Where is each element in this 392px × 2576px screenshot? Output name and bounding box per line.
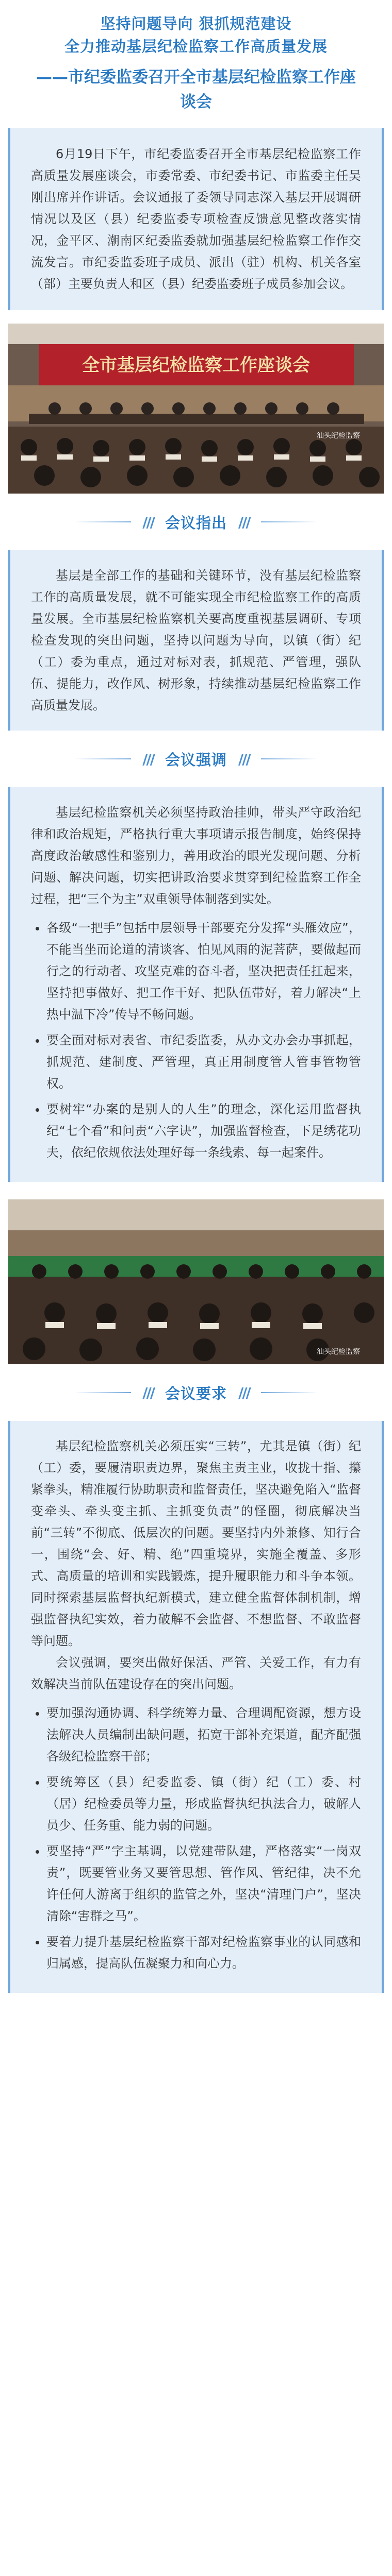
heading-line-right xyxy=(261,758,318,759)
bullet-list xyxy=(31,1702,361,1974)
section-heading-3 xyxy=(0,1364,392,1421)
heading-line-right xyxy=(261,1392,318,1393)
section-box-3 xyxy=(8,1421,384,1993)
meeting-photo-1 xyxy=(8,324,384,494)
section-paragraph: 基层纪检监察机关必须坚持政治挂帅，带头严守政治纪律和政治规矩，严格执行重大事项请示报告制度，始终保持高度政治敏感性和鉴别力，善用政治的眼光发现问题、分析问题、解决问题，切实把讲政治要求贯穿到纪检监察工作全过程，把“三个为主”双重领导体制落到实处。 xyxy=(31,805,361,906)
section-title-2: 会议强调 xyxy=(165,751,227,769)
list-item: • 要着力提升基层纪检监察干部对纪检监察事业的认同感和归属感，提高队伍凝聚力和向心力。 xyxy=(46,1931,361,1974)
slash-icon: /// xyxy=(238,513,250,531)
slash-icon: /// xyxy=(142,513,154,531)
section-box-1 xyxy=(8,550,384,731)
section-paragraph: 基层是全部工作的基础和关键环节，没有基层纪检监察工作的高质量发展，就不可能实现全市纪检监察工作的高质量发展。全市基层纪检监察机关要高度重视基层调研、专项检查发现的突出问题，坚持以问题为导向，以镇（街）纪（工）委为重点，通过对标对表，抓规范、严管理，强队伍、提能力，改作风、树形象，持续推动基层纪检监察工作高质量发展。 xyxy=(31,568,361,713)
list-item: • 要统筹区（县）纪委监委、镇（街）纪（工）委、村（居）纪检委员等力量，形成监督执纪执法合力，破解人员少、任务重、能力弱的问题。 xyxy=(46,1771,361,1836)
bullet-list xyxy=(31,917,361,1163)
meeting-photo-2 xyxy=(8,1199,384,1364)
meeting-hall-illustration xyxy=(8,324,384,494)
section-paragraph: 基层纪检监察机关必须压实“三转”，尤其是镇（街）纪（工）委，要履清职责边界，聚焦主责主业，收拢十指、攥紧拳头，精准履行协助职责和监督责任，坚决避免陷入“监督变牵头、牵头变主抓、主抓变负责”的怪圈，彻底解决当前“三转”不彻底、低层次的问题。要坚持内外兼修、知行合一，围绕“会、好、精、绝”四重境界，实施全覆盖、多形式、高质量的培训和实践锻炼，提升履职能力和斗争本领。同时探索基层监督执纪新模式，建立健全监督体制机制，增强监督执纪实效，着力破解不会监督、不想监督、不敢监督等问题。 xyxy=(31,1439,361,1648)
banner-text: 全市基层纪检监察工作座谈会 xyxy=(82,355,310,376)
list-item: • 各级“一把手”包括中层领导干部要充分发挥“头雁效应”，不能当坐而论道的清谈客、怕见风雨的泥菩萨，要做起而行之的行动者、攻坚克难的奋斗者，坚决把责任扛起来，坚持把事做好、把工作干好、把队伍带好，着力解决“上热中温下冷”传导不畅问题。 xyxy=(46,917,361,1025)
meeting-room-illustration xyxy=(8,1199,384,1364)
heading-line-left xyxy=(74,1392,131,1393)
list-item: • 要坚持“严”字主基调，以党建带队建，严格落实“一岗双责”，既要管业务又要管思想、管作风、管纪律，决不允许任何人游离于组织的监管之外，坚决“清理门户”，坚决清除“害群之马”。 xyxy=(46,1840,361,1927)
slash-icon: /// xyxy=(238,750,250,768)
heading-line-right xyxy=(261,521,318,522)
list-item: • 要加强沟通协调、科学统筹力量、合理调配资源，想方设法解决人员编制出缺问题，拓宽干部补充渠道，配齐配强各级纪检监察干部； xyxy=(46,1702,361,1767)
section-title-3: 会议要求 xyxy=(165,1384,227,1402)
intro-box xyxy=(8,128,384,310)
heading-line-left xyxy=(74,521,131,522)
slash-icon: /// xyxy=(142,750,154,768)
section-title-1: 会议指出 xyxy=(165,514,227,532)
slash-icon: /// xyxy=(238,1384,250,1401)
subtitle-line-1: ——市纪委监委召开全市基层纪检监察工作座 xyxy=(36,68,356,87)
slash-icon: /// xyxy=(142,1384,154,1401)
photo-watermark-1: 汕头纪检监察 xyxy=(317,432,360,440)
subtitle-line-2: 谈会 xyxy=(180,93,212,111)
list-item: • 要树牢“办案的是别人的人生”的理念，深化运用监督执纪“七个看”和问责“六字诀”，加强监督检查，下足绣花功夫，依纪依规依法处理好每一条线索、每一起案件。 xyxy=(46,1098,361,1163)
intro-paragraph: 6月19日下午，市纪委监委召开全市基层纪检监察工作高质量发展座谈会，市委常委、市纪委书记、市监委主任吴刚出席并作讲话。会议通报了委领导同志深入基层开展调研情况以及区（县）纪委监委专项检查反馈意见整改落实情况，金平区、潮南区纪委监委就加强基层纪检监察工作作交流发言。市纪委监委班子成员、派出（驻）机构、机关各室（部）主要负责人和区（县）纪委监委班子成员参加会议。 xyxy=(31,147,361,291)
section-box-2 xyxy=(8,787,384,1182)
section-heading-2 xyxy=(0,731,392,787)
article-header xyxy=(0,0,392,114)
list-item: • 要全面对标对表省、市纪委监委，从办文办会办事抓起，抓规范、建制度、严管理，真正用制度管人管事管物管权。 xyxy=(46,1029,361,1094)
heading-line-left xyxy=(74,758,131,759)
section-heading-1 xyxy=(0,494,392,550)
section-paragraph: 会议强调，要突出做好保活、严管、关爱工作，有力有效解决当前队伍建设存在的突出问题。 xyxy=(31,1655,361,1691)
title-line-2: 全力推动基层纪检监察工作高质量发展 xyxy=(64,38,328,55)
title-line-1: 坚持问题导向 狠抓规范建设 xyxy=(100,15,292,32)
photo-watermark-2: 汕头纪检监察 xyxy=(317,1348,360,1356)
